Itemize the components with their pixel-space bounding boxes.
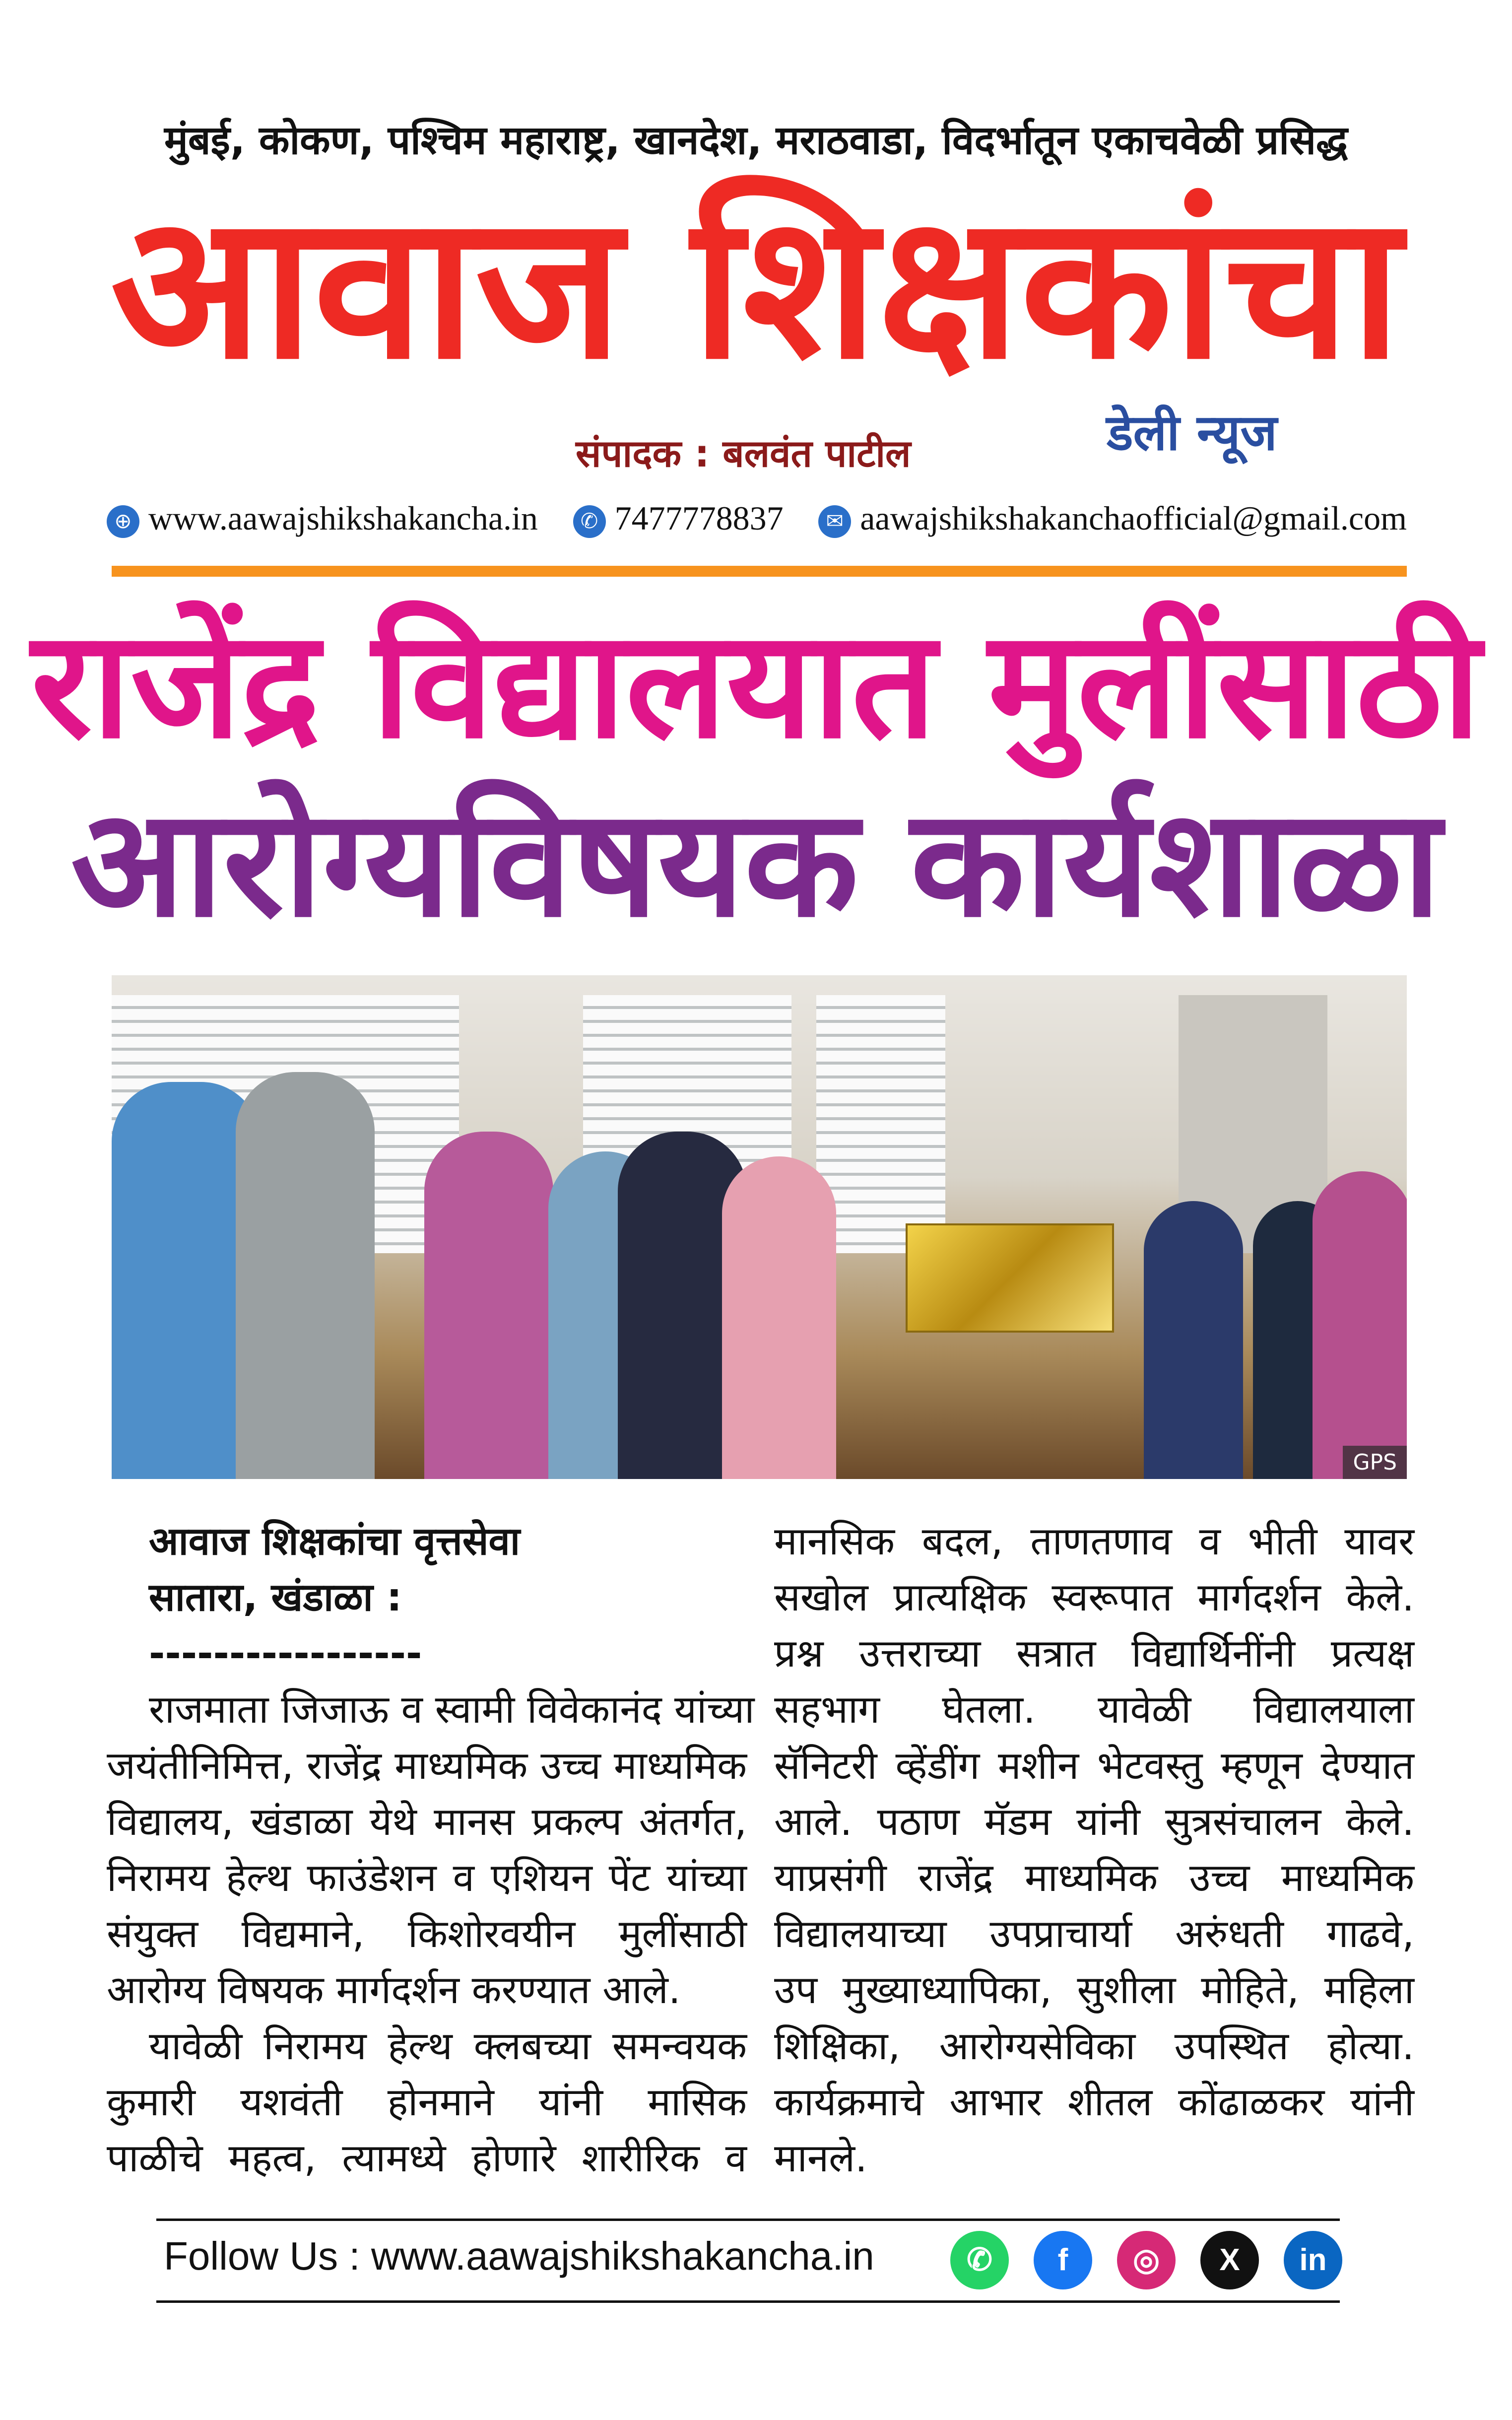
article-line: कुमारी यशवंती होनमाने यांनी मासिक — [107, 2080, 747, 2125]
email-link[interactable]: aawajshikshakanchaofficial@gmail.com — [860, 499, 1407, 537]
header-divider — [112, 566, 1407, 577]
website-link[interactable]: www.aawajshikshakancha.in — [148, 499, 538, 537]
article-line: याप्रसंगी राजेंद्र माध्यमिक उच्च माध्यमिक — [774, 1856, 1414, 1900]
phone-number[interactable]: 7477778837 — [614, 499, 784, 537]
facebook-icon[interactable]: f — [1034, 2231, 1092, 2289]
x-icon[interactable]: X — [1200, 2231, 1259, 2289]
article-line: सॅनिटरी व्हेंडींग मशीन भेटवस्तु म्हणून देण्यात — [774, 1744, 1414, 1788]
news-photo — [112, 975, 1407, 1479]
footer-rule-bottom — [156, 2300, 1340, 2303]
article-line: उप मुख्याध्यापिका, सुशीला मोहिते, महिला — [774, 1968, 1414, 2013]
article-line: प्रश्न उत्तराच्या सत्रात विद्यार्थिनींनी प्रत्यक्ष — [774, 1631, 1414, 1676]
article-line: आले. पठाण मॅडम यांनी सुत्रसंचालन केले. — [774, 1800, 1414, 1844]
person — [424, 1132, 553, 1479]
dateline: सातारा, खंडाळा : — [149, 1575, 402, 1620]
globe-icon: ⊕ — [107, 505, 139, 538]
article-line: शिक्षिका, आरोग्यसेविका उपस्थित होत्या. — [774, 2024, 1414, 2069]
article-line: निरामय हेल्थ फाउंडेशन व एशियन पेंट यांच्या — [107, 1856, 747, 1900]
person — [722, 1156, 836, 1479]
email-icon: ✉ — [818, 505, 851, 538]
whatsapp-icon[interactable]: ✆ — [950, 2231, 1009, 2289]
headline-line-2: आरोग्यविषयक कार्यशाळा — [70, 777, 1442, 950]
person — [1144, 1201, 1243, 1479]
article-line: मानसिक बदल, ताणतणाव व भीती यावर — [774, 1519, 1414, 1564]
article-line: यावेळी निरामय हेल्थ क्लबच्या समन्वयक — [149, 2024, 747, 2069]
article-column-right — [774, 1514, 1414, 2187]
tagline: मुंबई, कोकण, पश्चिम महाराष्ट्र, खानदेश, मराठवाडा, विदर्भातून एकाचवेळी प्रसिद्ध — [164, 117, 1348, 163]
article-line: विद्यालय, खंडाळा येथे मानस प्रकल्प अंतर्गत, — [107, 1800, 747, 1844]
footer-rule-top — [156, 2218, 1340, 2221]
gift-box — [906, 1223, 1114, 1333]
website-contact[interactable] — [107, 499, 538, 538]
linkedin-icon[interactable]: in — [1284, 2231, 1342, 2289]
headline-line-1: राजेंद्र विद्यालयात मुलींसाठी — [31, 598, 1481, 771]
person — [236, 1072, 375, 1479]
editor-credit: संपादक : बलवंत पाटील — [576, 431, 911, 475]
article-line: आरोग्य विषयक मार्गदर्शन करण्यात आले. — [107, 1968, 681, 2013]
social-icons — [950, 2231, 1342, 2289]
article-line: सखोल प्रात्यक्षिक स्वरूपात मार्गदर्शन केले. — [774, 1575, 1414, 1620]
contact-bar — [107, 499, 1407, 538]
article-line: संयुक्त विद्यमाने, किशोरवयीन मुलींसाठी — [107, 1912, 747, 1956]
person — [1313, 1171, 1407, 1479]
instagram-icon[interactable]: ◎ — [1117, 2231, 1176, 2289]
article-line: मानले. — [774, 2136, 867, 2181]
phone-contact[interactable] — [573, 499, 784, 538]
separator: ----------------- — [149, 1631, 422, 1676]
article-line: सहभाग घेतला. यावेळी विद्यालयाला — [774, 1687, 1414, 1732]
gps-badge: GPS — [1343, 1446, 1407, 1479]
article-line: राजमाता जिजाऊ व स्वामी विवेकानंद यांच्या — [149, 1687, 755, 1732]
article-column-left — [107, 1514, 755, 2187]
article-line: कार्यक्रमाचे आभार शीतल कोंढाळकर यांनी — [774, 2080, 1414, 2125]
email-contact[interactable] — [818, 499, 1407, 538]
masthead-logo: आवाज शिक्षकांचा — [110, 172, 1402, 403]
edition-label: डेली न्यूज — [1107, 403, 1277, 462]
article-line: जयंतीनिमित्त, राजेंद्र माध्यमिक उच्च माध्यमिक — [107, 1744, 747, 1788]
phone-icon: ✆ — [573, 505, 606, 538]
byline: आवाज शिक्षकांचा वृत्तसेवा — [149, 1519, 521, 1564]
article-line: पाळीचे महत्व, त्यामध्ये होणारे शारीरिक व — [107, 2136, 747, 2181]
follow-us-text[interactable]: Follow Us : www.aawajshikshakancha.in — [164, 2234, 874, 2278]
article-line: विद्यालयाच्या उपप्राचार्या अरुंधती गाढवे, — [774, 1912, 1414, 1956]
